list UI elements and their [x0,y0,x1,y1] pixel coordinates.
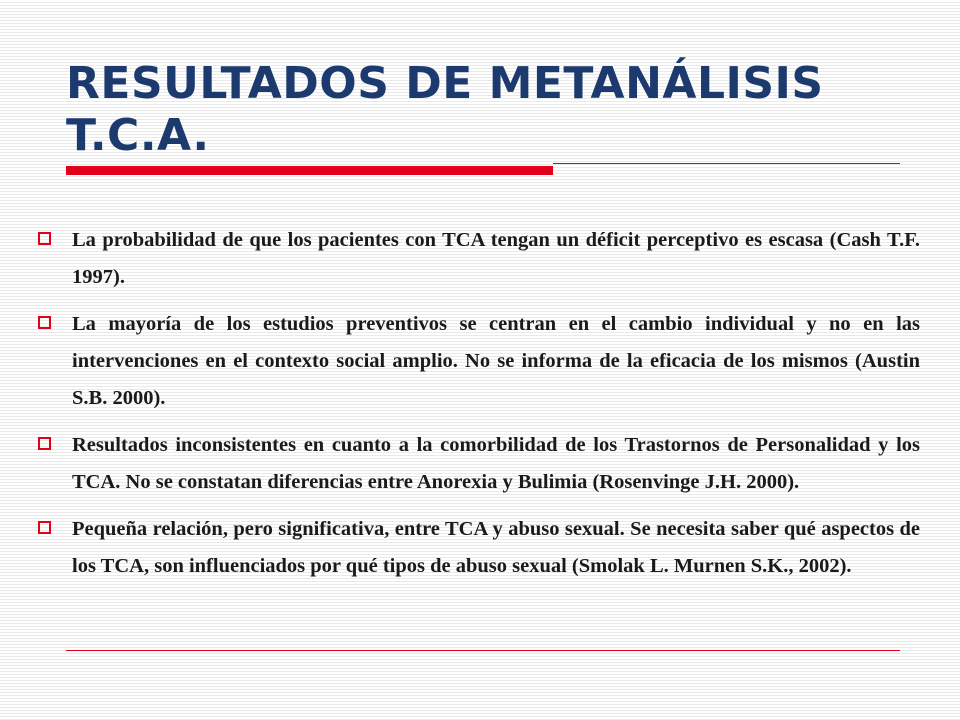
bullet-text: Resultados inconsistentes en cuanto a la comorbilidad de los Trastornos de Personalidad y los TCA. No se constatan diferencias entre Anorexia y Bulimia (Rosenvinge J.H. 2000). [72,434,920,493]
title-accent-bar [66,166,553,175]
bullet-list [38,222,920,595]
slide-title [66,58,926,162]
checkbox-square-icon [38,316,51,329]
bullet-text: La mayoría de los estudios preventivos se centran en el cambio individual y no en las intervenciones en el contexto social amplio. No se informa de la eficacia de los mismos (Austin S.B. 2000). [72,313,920,409]
bullet-item [38,427,920,501]
checkbox-square-icon [38,521,51,534]
bullet-item [38,306,920,417]
bullet-text: La probabilidad de que los pacientes con TCA tengan un déficit perceptivo es escasa (Cash T.F. 1997). [72,229,920,288]
checkbox-square-icon [38,232,51,245]
bullet-item [38,511,920,585]
bullet-text: Pequeña relación, pero significativa, entre TCA y abuso sexual. Se necesita saber qué aspectos de los TCA, son influenciados por qué tipos de abuso sexual (Smolak L. Murnen S.K., 2002). [72,518,920,577]
bullet-item [38,222,920,296]
slide-title-line-1: RESULTADOS DE METANÁLISIS [66,58,824,109]
footer-divider-line [66,650,900,651]
slide-title-line-2: T.C.A. [66,110,210,161]
title-divider-line [553,163,900,164]
checkbox-square-icon [38,437,51,450]
